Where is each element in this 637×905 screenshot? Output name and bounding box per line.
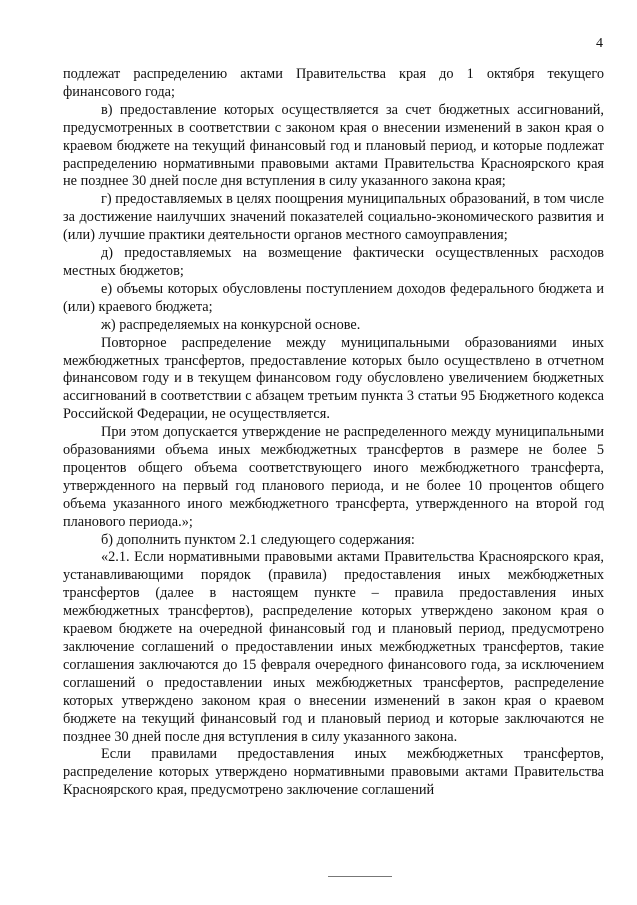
footer-line [328,876,392,877]
paragraph-undistributed-volume: При этом допускается утверждение не распределенного между муниципальными образованиями объема иных межбюджетных трансфертов в размере не более 5 процентов общего объема соответствующего иного межбюджетного трансферта, утвержденного на первый год планового периода, и не более 10 процентов общего объема указанного иного межбюджетного трансферта, утвержденного на второй год планового периода.»; [63,424,604,530]
page-number: 4 [596,36,603,51]
paragraph-rules-agreements: Если правилами предоставления иных межбюджетных трансфертов, распределение которых утверждено нормативными правовыми актами Правительства Красноярского края, предусмотрено заключение соглашений [63,746,604,799]
paragraph-clause-2-1: «2.1. Если нормативными правовыми актами Правительства Красноярского края, устанавливающими порядок (правила) предоставления иных межбюджетных трансфертов (далее в настоящем пункте – правила предоставления иных межбюджетных трансфертов), распределение которых утверждено законом края о краевом бюджете на очередной финансовый год и плановый период, предусмотрено заключение соглашений о предоставлении иных межбюджетных трансфертов, такие соглашения заключаются до 15 февраля очередного финансового года, за исключением соглашений о предоставлении иных межбюджетных трансфертов, распределение которых утверждено законом края о внесении изменений в закон края о краевом бюджете на текущий финансовый год и плановый период и которые заключаются не позднее 30 дней после дня вступления в силу указанного закона. [63,549,604,745]
paragraph-item-d: д) предоставляемых на возмещение фактически осуществленных расходов местных бюджетов; [63,245,604,279]
paragraph-item-v: в) предоставление которых осуществляется за счет бюджетных ассигнований, предусмотренных в соответствии с законом края о внесении изменений в закон края о краевом бюджете на текущий финансовый год и плановый период, и которые подлежат распределению нормативными правовыми актами Правительства Красноярского края не позднее 30 дней после дня вступления в силу указанного закона края; [63,101,604,190]
paragraph-item-e: е) объемы которых обусловлены поступлением доходов федерального бюджета и (или) краевого бюджета; [63,280,604,315]
paragraph-item-zh: ж) распределяемых на конкурсной основе. [101,316,361,333]
paragraph-item-g: г) предоставляемых в целях поощрения муниципальных образований, в том числе за достижение наилучших значений показателей социально-экономического развития и (или) лучшие практики деятельности органов местного самоуправления; [63,191,604,244]
paragraph-redistribution: Повторное распределение между муниципальными образованиями иных межбюджетных трансфертов, предоставление которых было осуществлено в отчетном финансовом году и в текущем финансовом году обусловлено увеличением бюджетных ассигнований в соответствии с абзацем третьим пункта 3 статьи 95 Бюджетного кодекса Российской Федерации, не осуществляется. [63,334,604,423]
paragraph-item-b: б) дополнить пунктом 2.1 следующего содержания: [101,531,415,548]
paragraph-continuation: подлежат распределению актами Правительства края до 1 октября текущего финансового года; [63,66,604,100]
document-body [63,66,604,800]
